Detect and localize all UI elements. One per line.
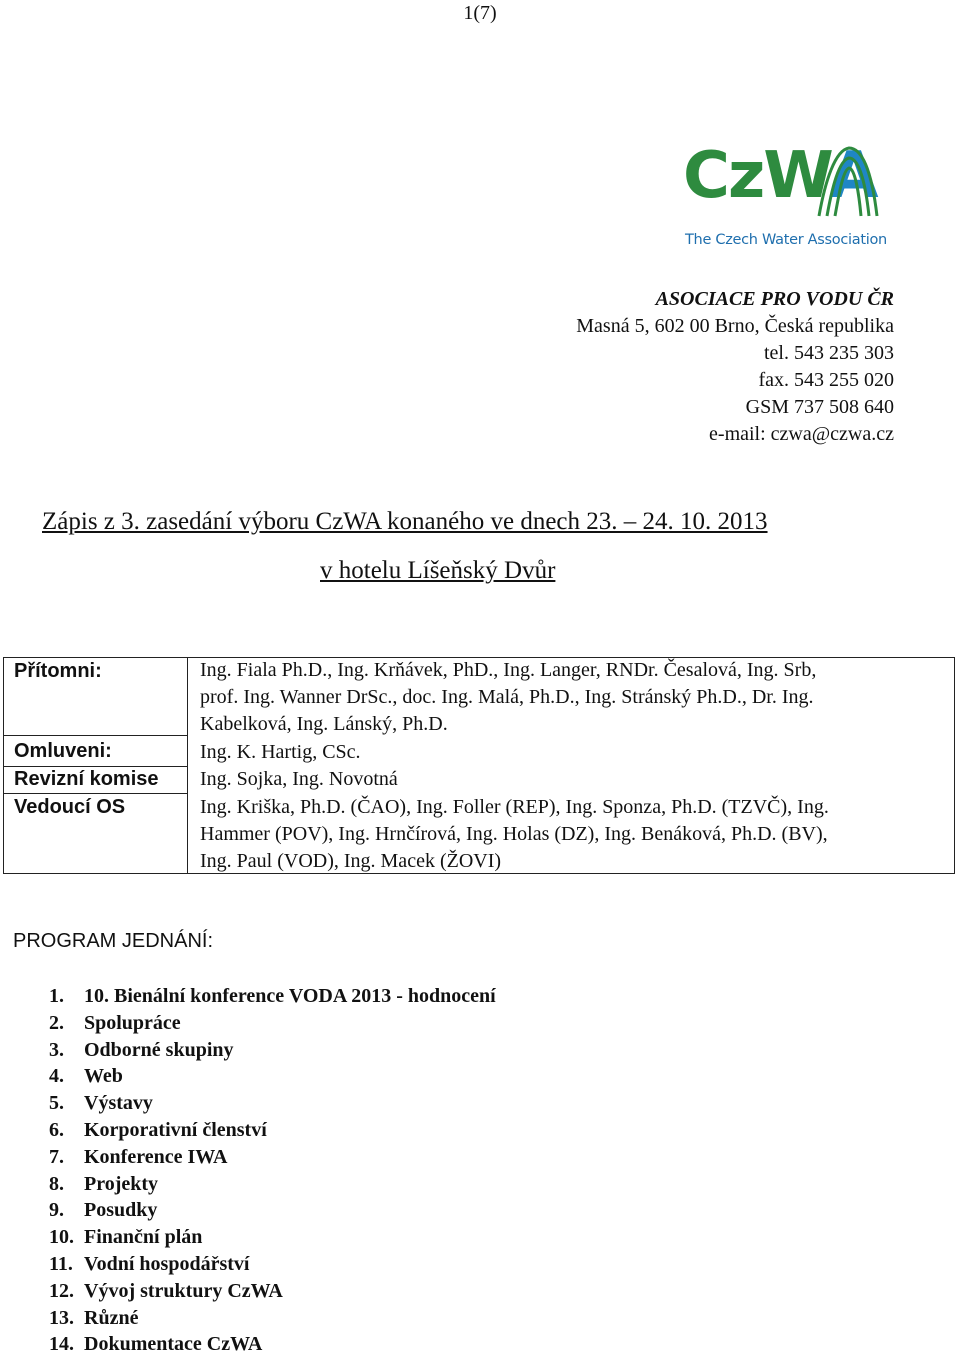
list-item — [49, 1171, 496, 1198]
document-title: Zápis z 3. zasedání výboru CzWA konaného ve dnech 23. – 24. 10. 2013 — [42, 508, 768, 535]
item-number: 6. — [49, 1118, 64, 1141]
item-text: Finanční plán — [84, 1226, 203, 1249]
phone: tel. 543 235 303 — [764, 342, 894, 364]
present-line: Ing. Fiala Ph.D., Ing. Krňávek, PhD., Ing. Langer, RNDr. Česalová, Ing. Srb, — [200, 659, 817, 681]
list-item — [49, 1063, 496, 1090]
item-text: Konference IWA — [84, 1145, 228, 1168]
label-divider — [4, 735, 187, 736]
item-number: 1. — [49, 985, 64, 1007]
item-text: Výstavy — [84, 1092, 153, 1115]
label-present: Přítomni: — [14, 660, 102, 682]
program-title: PROGRAM JEDNÁNÍ: — [13, 930, 214, 952]
page-number: 1(7) — [463, 2, 497, 24]
item-text: Spolupráce — [84, 1011, 181, 1034]
item-number: 4. — [49, 1065, 64, 1088]
label-audit: Revizní komise — [14, 768, 159, 790]
logo-subtitle: The Czech Water Association — [685, 232, 887, 248]
item-text: Odborné skupiny — [84, 1038, 234, 1061]
item-number: 9. — [49, 1199, 64, 1222]
list-item — [49, 983, 496, 1010]
list-item — [49, 1251, 496, 1278]
item-number: 3. — [49, 1038, 64, 1061]
label-heads: Vedoucí OS — [14, 796, 126, 818]
label-divider — [4, 793, 187, 794]
item-text: Vývoj struktury CzWA — [84, 1279, 283, 1302]
item-number: 10. — [49, 1226, 74, 1249]
list-item — [49, 1037, 496, 1064]
gsm: GSM 737 508 640 — [745, 396, 894, 418]
item-text: Projekty — [84, 1172, 159, 1195]
item-text: Různé — [84, 1306, 139, 1329]
excused-line: Ing. K. Hartig, CSc. — [200, 741, 361, 763]
attendance-values — [188, 658, 955, 874]
label-excused: Omluveni: — [14, 740, 112, 762]
item-number: 13. — [49, 1306, 74, 1329]
heads-line: Hammer (POV), Ing. Hrnčírová, Ing. Holas (DZ), Ing. Benáková, Ph.D. (BV), — [200, 823, 828, 845]
email: e-mail: czwa@czwa.cz — [709, 423, 894, 445]
attendance-table — [3, 657, 955, 874]
list-item — [49, 1010, 496, 1037]
list-item — [49, 1117, 496, 1144]
list-item — [49, 1197, 496, 1224]
list-item — [49, 1278, 496, 1305]
list-item — [49, 1305, 496, 1332]
audit-line: Ing. Sojka, Ing. Novotná — [200, 768, 398, 790]
item-number: 14. — [49, 1333, 74, 1356]
attendance-labels — [4, 658, 188, 874]
logo-a: A — [828, 139, 877, 213]
document-subtitle: v hotelu Líšeňský Dvůr — [320, 557, 556, 584]
czwa-logo — [683, 139, 887, 255]
present-line: prof. Ing. Wanner DrSc., doc. Ing. Malá, Ph.D., Ing. Stránský Ph.D., Dr. Ing. — [200, 686, 814, 708]
logo-waves-icon — [815, 142, 881, 217]
agenda-list — [49, 983, 496, 1358]
item-text: Korporativní členství — [84, 1118, 267, 1141]
item-number: 2. — [49, 1011, 64, 1034]
heads-line: Ing. Kriška, Ph.D. (ČAO), Ing. Foller (REP), Ing. Sponza, Ph.D. (TZVČ), Ing. — [200, 796, 829, 818]
street-address: Masná 5, 602 00 Brno, Česká republika — [576, 315, 894, 337]
item-text: Posudky — [84, 1199, 158, 1222]
item-number: 12. — [49, 1279, 74, 1302]
org-name: ASOCIACE PRO VODU ČR — [655, 288, 894, 310]
address-block — [576, 286, 894, 448]
item-text: Vodní hospodářství — [84, 1252, 250, 1275]
list-item — [49, 1144, 496, 1171]
fax: fax. 543 255 020 — [758, 369, 894, 391]
item-number: 7. — [49, 1145, 64, 1168]
logo-cz: CzW — [683, 139, 829, 213]
present-line: Kabelková, Ing. Lánský, Ph.D. — [200, 713, 448, 735]
item-number: 11. — [49, 1252, 73, 1275]
item-number: 5. — [49, 1092, 64, 1115]
label-divider — [4, 766, 187, 767]
heads-line: Ing. Paul (VOD), Ing. Macek (ŽOVI) — [200, 850, 502, 872]
item-text: 10. Bienální konference VODA 2013 - hodnocení — [84, 985, 496, 1007]
item-text: Web — [84, 1065, 123, 1088]
list-item — [49, 1090, 496, 1117]
item-text: Dokumentace CzWA — [84, 1333, 263, 1356]
list-item — [49, 1224, 496, 1251]
item-number: 8. — [49, 1172, 64, 1195]
list-item — [49, 1331, 496, 1358]
